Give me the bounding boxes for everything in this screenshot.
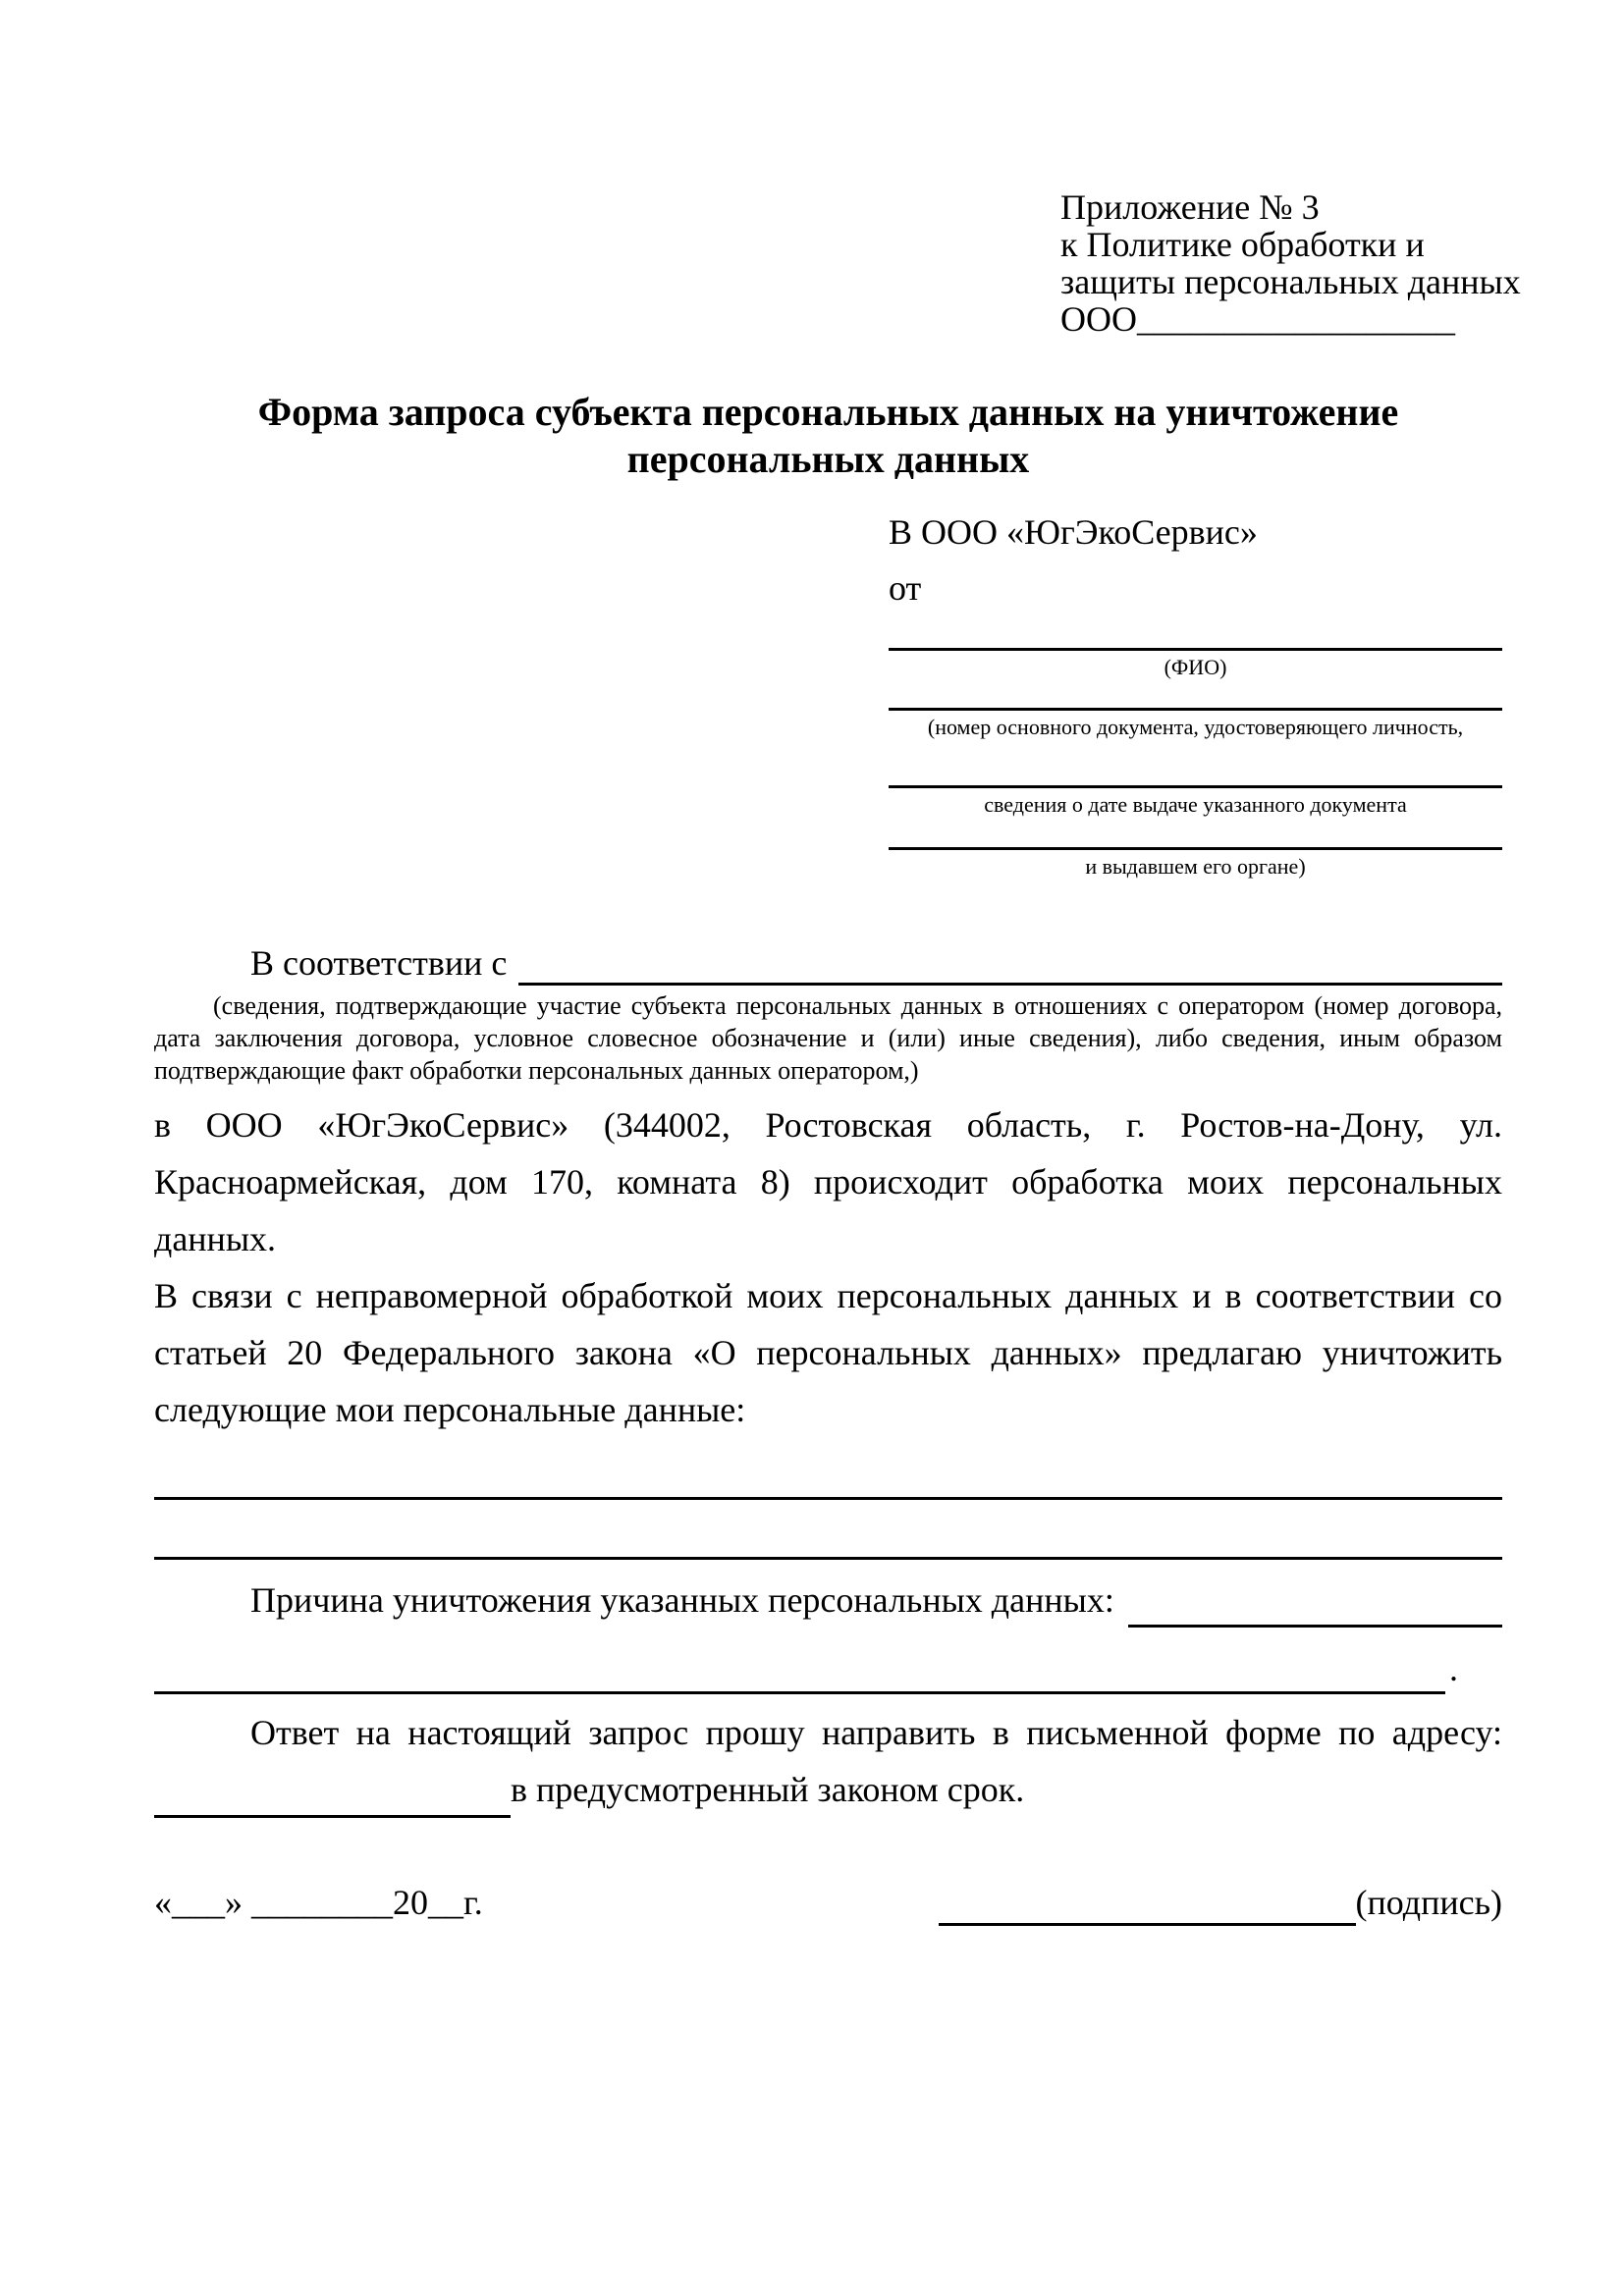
annex-line-3: защиты персональных данных (1060, 262, 1521, 301)
title-line-1: Форма запроса субъекта персональных данных на уничтожение (257, 390, 1399, 434)
issuing-authority-caption: и выдавшем его органе) (1085, 854, 1306, 879)
personal-data-blank-line-1[interactable] (154, 1497, 1502, 1500)
body-line: в ООО «ЮгЭкоСервис» (344002, Ростовская область, г. Ростов-на-Дону, ул. (154, 1105, 1502, 1145)
accordance-lead-text: В соответствии с (250, 943, 508, 983)
reason-continuation-row (154, 1643, 1502, 1694)
document-number-caption: (номер основного документа, удостоверяющего личность, (927, 715, 1464, 739)
signature-area (939, 1879, 1502, 1926)
signature-caption: (подпись) (1355, 1883, 1502, 1922)
document-title (154, 389, 1502, 483)
fio-blank-field[interactable] (889, 648, 1502, 651)
response-term-row (154, 1761, 1502, 1818)
recipient-from-label: от (889, 568, 922, 608)
reason-blank-line-2[interactable] (154, 1657, 1445, 1694)
address-blank-field[interactable] (154, 1779, 511, 1818)
issue-date-blank-field[interactable] (889, 785, 1502, 788)
accordance-blank-field[interactable] (518, 948, 1502, 986)
reason-label: Причина уничтожения указанных персональных данных: (250, 1580, 1114, 1620)
personal-data-blank-line-2[interactable] (154, 1557, 1502, 1560)
accordance-footnote: (сведения, подтверждающие участие субъекта персональных данных в отношениях с оператором (номер договора, дата заключения договора, условное словесное обозначение и (или) иные сведения), либо сведения, иным образом подтверждающие факт обработки персональных данных оператором,) (154, 991, 1502, 1085)
date-blank-text[interactable]: «___» ________20__г. (154, 1883, 483, 1922)
annex-header (1060, 187, 1521, 339)
title-line-2: персональных данных (626, 437, 1030, 481)
annex-line-1: Приложение № 3 (1060, 187, 1320, 227)
issue-date-caption: сведения о дате выдаче указанного документа (984, 792, 1407, 817)
signature-blank-field[interactable] (939, 1887, 1356, 1926)
body-line: статьей 20 Федерального закона «О персональных данных» предлагаю уничтожить (154, 1333, 1502, 1372)
body-line: следующие мои персональные данные: (154, 1390, 746, 1429)
response-term-text: в предусмотренный законом срок. (511, 1770, 1025, 1809)
body-paragraph (154, 1096, 1502, 1438)
issuing-authority-blank-field[interactable] (889, 847, 1502, 850)
annex-line-2: к Политике обработки и (1060, 225, 1425, 264)
footer-row (154, 1879, 1502, 1926)
period-char: . (1449, 1649, 1458, 1688)
accordance-row (154, 940, 1502, 986)
reason-blank-field[interactable] (1128, 1590, 1502, 1628)
body-line: В связи с неправомерной обработкой моих персональных данных и в соответствии со (154, 1276, 1502, 1315)
recipient-company: В ООО «ЮгЭкоСервис» (889, 512, 1258, 552)
recipient-block (889, 510, 1502, 881)
document-number-blank-field[interactable] (889, 708, 1502, 711)
fio-caption: (ФИО) (1164, 655, 1227, 679)
response-request-line: Ответ на настоящий запрос прошу направить в письменной форме по адресу: (250, 1713, 1502, 1752)
body-line: Красноармейская, дом 170, комната 8) происходит обработка моих персональных данных. (154, 1162, 1502, 1258)
reason-row (154, 1574, 1502, 1628)
annex-ooo-blank[interactable]: ООО__________________ (1060, 299, 1455, 339)
